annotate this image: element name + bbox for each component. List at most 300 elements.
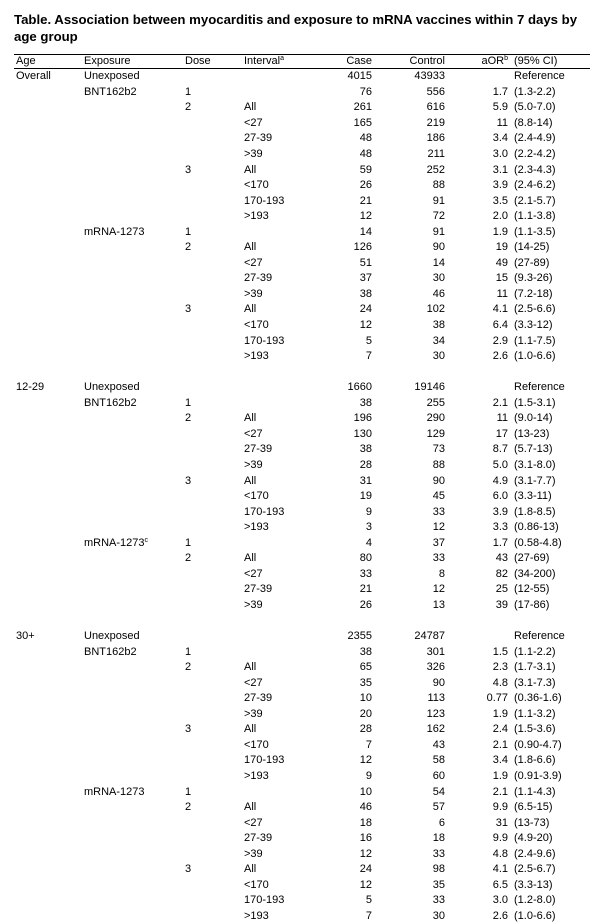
table-row: [14, 489, 590, 505]
row-interval: 170-193: [244, 505, 285, 518]
row-interval: <170: [244, 179, 269, 192]
table-row: [14, 427, 590, 443]
row-case: 46: [359, 801, 372, 814]
row-ci: (2.1-5.7): [514, 194, 556, 207]
row-aor: 5.0: [492, 458, 508, 471]
row-ci: (17-86): [514, 598, 550, 611]
row-ci: (0.90-4.7): [514, 738, 562, 751]
row-case: 80: [359, 552, 372, 565]
row-ci: Reference: [514, 630, 565, 642]
row-ci: (5.7-13): [514, 443, 553, 456]
row-case: 35: [359, 676, 372, 689]
row-dose: 3: [185, 474, 192, 487]
row-aor: 15: [495, 272, 508, 285]
row-exposure: Unexposed: [84, 70, 140, 83]
row-interval: <170: [244, 878, 269, 891]
row-exposure: Unexposed: [84, 381, 140, 394]
table-row: [14, 287, 590, 303]
table-row: [14, 458, 590, 474]
row-control: 18: [432, 832, 445, 845]
row-aor: 2.4: [492, 723, 508, 736]
table-row: [14, 753, 590, 769]
row-dose: 1: [185, 225, 192, 238]
row-ci: (3.3-12): [514, 319, 553, 331]
row-case: 7: [365, 738, 372, 751]
row-interval: >39: [244, 847, 263, 860]
row-exposure-label: mRNA-1273: [84, 536, 145, 549]
row-dose: 1: [185, 396, 192, 409]
header-interval-label: Interval: [244, 55, 281, 67]
row-interval: 27-39: [244, 583, 273, 596]
row-aor: 19: [495, 241, 508, 254]
row-case: 12: [359, 847, 372, 860]
row-ci: (27-69): [514, 552, 550, 565]
row-exposure: mRNA-1273: [84, 225, 145, 238]
row-dose: 2: [185, 801, 192, 814]
table-row: [14, 271, 590, 287]
table-row: [14, 551, 590, 567]
table-title: Table. Association between myocarditis and exposure to mRNA vaccines within 7 days by age group: [14, 12, 578, 44]
row-control: 19146: [414, 381, 445, 394]
row-ci: (3.1-7.7): [514, 474, 556, 487]
row-dose: 2: [185, 552, 192, 565]
row-aor: 39: [495, 598, 508, 611]
row-case: 59: [359, 163, 372, 176]
row-interval: All: [244, 723, 257, 736]
row-case: 24: [359, 303, 372, 316]
header-ci: (95% CI): [514, 55, 558, 67]
row-ci: (1.8-8.5): [514, 505, 556, 518]
row-aor: 4.1: [492, 863, 508, 876]
row-ci: (1.7-3.1): [514, 661, 556, 674]
row-control: 162: [426, 723, 445, 736]
row-interval: >193: [244, 909, 269, 922]
row-exposure: [84, 536, 148, 552]
table-row: [14, 831, 590, 847]
row-ci: (27-89): [514, 256, 550, 269]
row-aor: 43: [495, 552, 508, 565]
row-case: 31: [359, 474, 372, 487]
row-control: 6: [438, 816, 445, 829]
row-dose: 3: [185, 163, 192, 176]
table-row: [14, 225, 590, 241]
row-ci: (2.4-4.9): [514, 132, 556, 145]
row-control: 88: [432, 179, 445, 192]
row-aor: 6.4: [492, 319, 508, 331]
row-dose: 1: [185, 645, 192, 658]
row-case: 38: [359, 645, 372, 658]
row-case: 130: [353, 427, 372, 440]
row-ci: (1.0-6.6): [514, 909, 556, 922]
row-control: 91: [432, 194, 445, 207]
row-control: 35: [432, 878, 445, 891]
row-control: 60: [432, 769, 445, 782]
row-case: 3: [365, 521, 372, 534]
table-row: [14, 785, 590, 801]
table-row: [14, 85, 590, 101]
row-aor: 4.8: [492, 847, 508, 860]
row-ci: (1.3-2.2): [514, 85, 556, 98]
row-interval: <170: [244, 490, 269, 503]
row-ci: (5.0-7.0): [514, 101, 556, 114]
row-case: 26: [359, 598, 372, 611]
table-row: [14, 536, 590, 552]
row-case: 12: [359, 754, 372, 767]
row-control: 616: [426, 101, 445, 114]
row-control: 46: [432, 287, 445, 300]
row-interval: All: [244, 474, 257, 487]
header-dose: Dose: [185, 55, 211, 67]
table-row: [14, 100, 590, 116]
row-ci: (1.5-3.6): [514, 723, 556, 736]
table-row: [14, 722, 590, 738]
row-aor: 17: [495, 427, 508, 440]
row-dose: 2: [185, 241, 192, 254]
row-interval: >39: [244, 458, 263, 471]
row-ci: (0.86-13): [514, 521, 559, 534]
row-interval: All: [244, 552, 257, 565]
table-row: [14, 909, 590, 924]
row-control: 57: [432, 801, 445, 814]
row-case: 19: [359, 490, 372, 503]
table-row: [14, 69, 590, 85]
table-row: [14, 194, 590, 210]
row-aor: 1.5: [492, 645, 508, 658]
row-ci: Reference: [514, 381, 565, 394]
row-ci: (8.8-14): [514, 116, 553, 129]
row-control: 98: [432, 863, 445, 876]
row-ci: (3.1-8.0): [514, 458, 556, 471]
row-case: 7: [365, 350, 372, 363]
row-case: 126: [353, 241, 372, 254]
row-case: 4015: [347, 70, 372, 83]
row-aor: 5.9: [492, 101, 508, 114]
row-case: 18: [359, 816, 372, 829]
row-case: 10: [359, 785, 372, 798]
row-case: 65: [359, 661, 372, 674]
row-aor: 3.0: [492, 147, 508, 160]
row-control: 301: [426, 645, 445, 658]
row-ci: (1.1-3.8): [514, 210, 556, 223]
table-row: [14, 380, 590, 396]
row-case: 20: [359, 707, 372, 720]
row-ci: (6.5-15): [514, 801, 553, 814]
row-aor: 4.8: [492, 676, 508, 689]
row-case: 2355: [347, 630, 372, 642]
row-aor: 9.9: [492, 832, 508, 845]
row-dose: 3: [185, 863, 192, 876]
row-ci: (3.1-7.3): [514, 676, 556, 689]
row-control: 219: [426, 116, 445, 129]
row-dose: 2: [185, 412, 192, 425]
table-row: [14, 893, 590, 909]
row-case: 12: [359, 319, 372, 331]
row-control: 102: [426, 303, 445, 316]
row-aor: 3.3: [492, 521, 508, 534]
row-interval: 170-193: [244, 894, 285, 907]
row-ci: (1.1-3.5): [514, 225, 556, 238]
row-aor: 2.1: [492, 396, 508, 409]
row-aor: 2.3: [492, 661, 508, 674]
row-interval: >39: [244, 147, 263, 160]
table-row: [14, 240, 590, 256]
table-row: [14, 318, 590, 334]
row-ci: (13-73): [514, 816, 550, 829]
table-row: [14, 629, 590, 645]
row-case: 28: [359, 723, 372, 736]
row-aor: 11: [496, 412, 508, 425]
row-control: 73: [432, 443, 445, 456]
row-ci: (34-200): [514, 567, 556, 580]
row-ci: (1.0-6.6): [514, 350, 556, 363]
row-ci: (4.9-20): [514, 832, 553, 845]
row-aor: 6.0: [492, 490, 508, 503]
row-ci: (2.3-4.3): [514, 163, 556, 176]
table-row: [14, 396, 590, 412]
row-interval: >193: [244, 769, 269, 782]
table-row: [14, 676, 590, 692]
row-control: 290: [426, 412, 445, 425]
header-exposure: Exposure: [84, 55, 131, 67]
row-interval: All: [244, 412, 257, 425]
row-aor: 2.1: [492, 785, 508, 798]
row-control: 38: [432, 319, 445, 331]
row-control: 186: [426, 132, 445, 145]
row-control: 37: [432, 536, 445, 549]
row-exposure: Unexposed: [84, 630, 140, 642]
row-case: 16: [359, 832, 372, 845]
table-row: [14, 365, 590, 381]
table-row: [14, 349, 590, 365]
row-control: 90: [432, 241, 445, 254]
row-case: 24: [359, 863, 372, 876]
table-row: [14, 660, 590, 676]
table-row: [14, 862, 590, 878]
row-aor: 1.9: [492, 769, 508, 782]
row-ci: (9.0-14): [514, 412, 553, 425]
row-interval: 170-193: [244, 194, 285, 207]
row-aor: 3.4: [492, 754, 508, 767]
row-interval: All: [244, 101, 257, 114]
row-aor: 11: [496, 287, 508, 300]
row-control: 8: [438, 567, 445, 580]
table-row: [14, 691, 590, 707]
row-case: 28: [359, 458, 372, 471]
row-interval: <27: [244, 427, 263, 440]
row-control: 33: [432, 847, 445, 860]
row-interval: <170: [244, 738, 269, 751]
row-interval: <27: [244, 256, 263, 269]
row-interval: All: [244, 661, 257, 674]
row-ci: (2.5-6.6): [514, 303, 556, 316]
table-row: [14, 505, 590, 521]
table-row: [14, 582, 590, 598]
header-interval-footnote: a: [280, 55, 284, 62]
row-aor: 11: [496, 116, 508, 129]
row-ci: (2.2-4.2): [514, 147, 556, 160]
row-exposure: BNT162b2: [84, 85, 137, 98]
row-ci: (0.58-4.8): [514, 536, 562, 549]
row-control: 90: [432, 474, 445, 487]
header-control: Control: [409, 55, 445, 67]
row-case: 7: [365, 909, 372, 922]
row-ci: (2.5-6.7): [514, 863, 556, 876]
row-ci: (1.8-6.6): [514, 754, 556, 767]
row-ci: (2.4-6.2): [514, 179, 556, 192]
row-ci: (14-25): [514, 241, 550, 254]
row-ci: (2.4-9.6): [514, 847, 556, 860]
row-control: 90: [432, 676, 445, 689]
row-interval: <170: [244, 319, 269, 331]
row-case: 165: [353, 116, 372, 129]
row-ci: (1.1-3.2): [514, 707, 556, 720]
row-case: 196: [353, 412, 372, 425]
row-case: 10: [359, 692, 372, 705]
row-dose: 3: [185, 303, 192, 316]
row-aor: 3.9: [492, 179, 508, 192]
row-ci: (3.3-11): [514, 490, 552, 503]
header-aor-label: aOR: [481, 55, 505, 67]
row-case: 4: [365, 536, 372, 549]
row-ci: (7.2-18): [514, 287, 553, 300]
row-case: 5: [365, 334, 372, 347]
row-exposure: mRNA-1273: [84, 785, 145, 798]
row-ci: (1.1-4.3): [514, 785, 556, 798]
row-interval: 170-193: [244, 754, 285, 767]
row-interval: <27: [244, 816, 263, 829]
table-row: [14, 209, 590, 225]
row-case: 12: [359, 210, 372, 223]
row-interval: >39: [244, 598, 263, 611]
row-interval: All: [244, 241, 257, 254]
row-aor: 3.4: [492, 132, 508, 145]
row-interval: All: [244, 303, 257, 316]
row-aor: 1.9: [492, 225, 508, 238]
row-exposure-footnote: c: [144, 536, 149, 544]
row-aor: 4.9: [492, 474, 508, 487]
row-interval: <27: [244, 676, 263, 689]
row-aor: 2.1: [492, 738, 508, 751]
row-control: 30: [432, 909, 445, 922]
row-case: 21: [359, 194, 372, 207]
row-ci: (1.2-8.0): [514, 894, 556, 907]
table-row: [14, 474, 590, 490]
row-case: 48: [359, 147, 372, 160]
row-dose: 3: [185, 723, 192, 736]
row-control: 33: [432, 894, 445, 907]
row-interval: 27-39: [244, 692, 273, 705]
row-dose: 1: [185, 536, 192, 549]
row-case: 38: [359, 396, 372, 409]
row-interval: >193: [244, 210, 269, 223]
row-ci: (1.1-7.5): [514, 334, 556, 347]
table-row: [14, 816, 590, 832]
row-control: 113: [427, 692, 445, 705]
row-case: 48: [359, 132, 372, 145]
row-age: Overall: [16, 70, 51, 83]
row-interval: 27-39: [244, 443, 273, 456]
row-case: 9: [365, 505, 372, 518]
header-age: Age: [16, 55, 36, 67]
table-row: [14, 442, 590, 458]
row-aor: 0.77: [486, 692, 508, 705]
row-ci: (9.3-26): [514, 272, 553, 285]
row-age: 12-29: [16, 381, 45, 394]
table-row: [14, 411, 590, 427]
row-control: 33: [432, 552, 445, 565]
row-dose: 2: [185, 661, 192, 674]
row-control: 88: [432, 458, 445, 471]
row-case: 37: [359, 272, 372, 285]
row-ci: (3.3-13): [514, 878, 553, 891]
row-aor: 2.9: [492, 334, 508, 347]
row-control: 30: [432, 350, 445, 363]
row-control: 12: [432, 583, 445, 596]
row-interval: All: [244, 801, 257, 814]
row-control: 54: [432, 785, 445, 798]
row-interval: All: [244, 863, 257, 876]
row-case: 9: [365, 769, 372, 782]
row-ci: (0.91-3.9): [514, 769, 562, 782]
row-control: 58: [432, 754, 445, 767]
row-aor: 2.0: [492, 210, 508, 223]
table-row: [14, 163, 590, 179]
row-interval: 170-193: [244, 334, 285, 347]
row-interval: >39: [244, 707, 263, 720]
row-interval: All: [244, 163, 257, 176]
row-control: 123: [426, 707, 445, 720]
table-row: [14, 598, 590, 614]
table-row: [14, 116, 590, 132]
row-ci: Reference: [514, 70, 565, 83]
row-aor: 3.1: [492, 163, 508, 176]
row-interval: 27-39: [244, 832, 273, 845]
row-control: 33: [432, 505, 445, 518]
row-control: 12: [432, 521, 445, 534]
row-aor: 3.9: [492, 505, 508, 518]
row-case: 1660: [347, 381, 372, 394]
header-case: Case: [346, 55, 372, 67]
table-row: [14, 131, 590, 147]
row-aor: 2.6: [492, 350, 508, 363]
row-dose: 1: [185, 85, 192, 98]
header-aor-footnote: b: [504, 55, 508, 62]
table-row: [14, 800, 590, 816]
row-control: 45: [432, 490, 445, 503]
row-control: 326: [426, 661, 445, 674]
table-row: [14, 738, 590, 754]
row-case: 21: [359, 583, 372, 596]
row-control: 255: [426, 396, 445, 409]
row-control: 556: [426, 85, 445, 98]
row-age: 30+: [16, 630, 35, 642]
table-row: [14, 613, 590, 629]
row-interval: <27: [244, 116, 263, 129]
row-control: 13: [432, 598, 445, 611]
row-case: 76: [359, 85, 372, 98]
row-aor: 4.1: [492, 303, 508, 316]
row-aor: 6.5: [492, 878, 508, 891]
row-aor: 1.9: [492, 707, 508, 720]
row-case: 12: [359, 878, 372, 891]
table-row: [14, 567, 590, 583]
row-ci: (1.5-3.1): [514, 396, 556, 409]
row-case: 33: [359, 567, 372, 580]
row-control: 30: [432, 272, 445, 285]
row-case: 261: [353, 101, 372, 114]
table-row: [14, 334, 590, 350]
row-aor: 1.7: [492, 85, 508, 98]
